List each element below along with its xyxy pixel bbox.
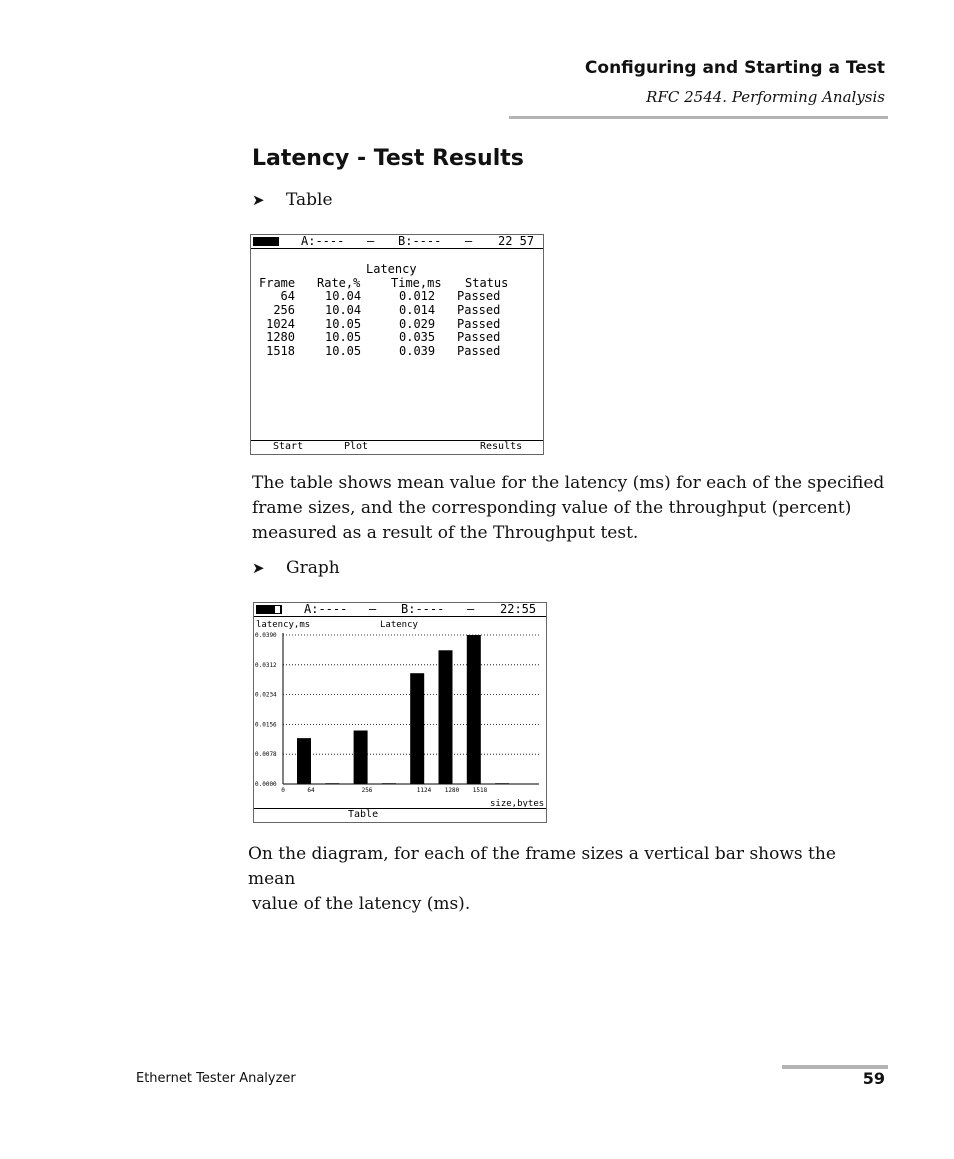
status-separator: – — [465, 234, 473, 248]
softkey-start[interactable]: Start — [273, 441, 304, 452]
arrow-icon: ➤ — [252, 559, 265, 577]
y-tick-label: 0.0234 — [255, 691, 277, 699]
bar — [495, 783, 509, 784]
bar — [354, 731, 368, 784]
table-cell: 256 — [273, 303, 295, 317]
header-rule — [509, 116, 888, 119]
y-tick-label: 0.0078 — [255, 751, 277, 759]
port-b-status: B:---- — [398, 234, 442, 248]
paragraph-table — [252, 471, 892, 546]
bar — [439, 650, 453, 784]
text-line: On the diagram, for each of the frame sizes a vertical bar shows the mean — [248, 844, 836, 889]
arrow-icon: ➤ — [252, 191, 265, 209]
footer-product-name: Ethernet Tester Analyzer — [136, 1071, 296, 1086]
text-line: measured as a result of the Throughput test. — [252, 523, 639, 543]
table-cell: 1280 — [266, 330, 295, 344]
x-tick-label: 0 — [281, 787, 285, 794]
softkey-results[interactable]: Results — [480, 441, 523, 452]
status-separator: – — [467, 602, 475, 616]
column-header: Status — [465, 276, 509, 290]
section-title: Latency - Test Results — [252, 146, 524, 171]
column-header: Time,ms — [391, 276, 442, 290]
header-subtitle: RFC 2544. Performing Analysis — [646, 88, 885, 106]
paragraph-graph — [248, 842, 888, 917]
page-number: 59 — [862, 1069, 885, 1088]
chart-title: Latency — [380, 620, 418, 630]
text-line: value of the latency (ms). — [252, 894, 471, 914]
x-tick-label: 1124 — [416, 787, 432, 794]
bullet-label: Table — [286, 190, 333, 210]
table-cell: Passed — [457, 330, 501, 344]
text-line: The table shows mean value for the latency (ms) for each of the specified — [252, 473, 885, 493]
bar — [410, 673, 424, 784]
table-cell: 1518 — [266, 344, 295, 358]
table-cell: Passed — [457, 303, 501, 317]
x-tick-label: 1518 — [472, 787, 488, 794]
text-line: frame sizes, and the corresponding value of the throughput (percent) — [252, 498, 852, 518]
y-tick-label: 0.0312 — [255, 661, 277, 669]
screen-title: Latency — [366, 262, 417, 276]
table-cell: 10.05 — [325, 330, 362, 344]
table-cell: 1024 — [266, 317, 295, 331]
status-bar — [254, 603, 546, 617]
column-header: Frame — [259, 276, 296, 290]
y-tick-label: 0.0000 — [255, 781, 277, 788]
header-title: Configuring and Starting a Test — [584, 58, 885, 78]
softkey-bar — [254, 808, 546, 822]
table-cell: Passed — [457, 289, 501, 303]
latency-graph-screen — [253, 602, 547, 823]
table-cell: 0.014 — [399, 303, 436, 317]
battery-icon — [256, 605, 275, 614]
bar — [467, 635, 481, 784]
bar — [382, 783, 396, 784]
x-tick-label: 1280 — [444, 787, 460, 794]
y-tick-label: 0.0390 — [255, 632, 277, 639]
clock: 22:55 — [500, 602, 537, 616]
y-tick-label: 0.0156 — [255, 721, 277, 729]
bullet-graph — [252, 558, 340, 578]
table-cell: 10.05 — [325, 317, 362, 331]
softkey-table[interactable]: Table — [348, 809, 379, 820]
x-tick-label: 64 — [307, 787, 315, 794]
table-cell: 64 — [280, 289, 295, 303]
bar — [297, 738, 311, 784]
status-bar — [251, 235, 543, 249]
status-separator: – — [367, 234, 375, 248]
table-cell: 10.04 — [325, 303, 362, 317]
table-cell: 0.039 — [399, 344, 436, 358]
softkey-bar — [251, 440, 543, 454]
table-cell: 0.029 — [399, 317, 436, 331]
clock: 22 57 — [498, 234, 535, 248]
port-a-status: A:---- — [304, 602, 348, 616]
bullet-table — [252, 190, 333, 210]
status-separator: – — [369, 602, 377, 616]
bullet-label: Graph — [286, 558, 340, 578]
table-cell: Passed — [457, 317, 501, 331]
y-axis-label: latency,ms — [256, 620, 311, 630]
x-tick-label: 256 — [361, 787, 373, 794]
table-cell: 10.04 — [325, 289, 362, 303]
latency-bar-chart — [254, 617, 546, 807]
table-cell: 0.035 — [399, 330, 436, 344]
column-header: Rate,% — [317, 276, 361, 290]
battery-icon — [253, 237, 279, 246]
port-b-status: B:---- — [401, 602, 445, 616]
x-axis-label: size,bytes — [490, 799, 545, 807]
softkey-plot[interactable]: Plot — [344, 441, 369, 452]
port-a-status: A:---- — [301, 234, 345, 248]
table-cell: 0.012 — [399, 289, 436, 303]
table-cell: Passed — [457, 344, 501, 358]
latency-table-screen — [250, 234, 544, 455]
table-cell: 10.05 — [325, 344, 362, 358]
bar — [325, 783, 339, 784]
